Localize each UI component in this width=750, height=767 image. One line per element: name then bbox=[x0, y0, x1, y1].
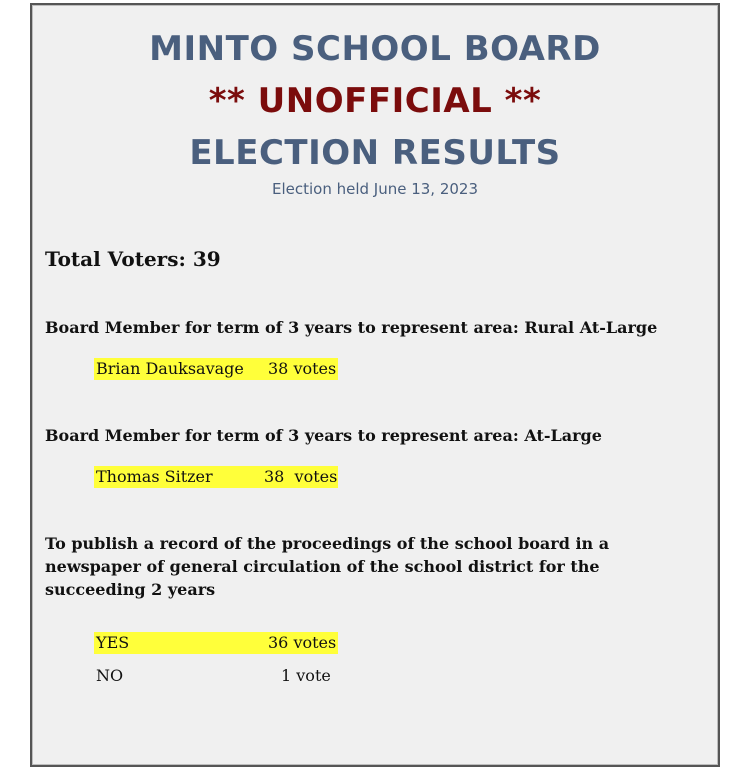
stars-right: ** bbox=[492, 81, 542, 121]
race-question: Board Member for term of 3 years to represent area: At-Large bbox=[45, 426, 602, 445]
option-label: NO bbox=[96, 666, 124, 685]
vote-count: 36 votes bbox=[268, 633, 337, 652]
race-question: To publish a record of the proceedings of the school board in a newspaper of general circulation of the school district for the succeeding 2 years bbox=[45, 534, 610, 599]
vote-count: 38 votes bbox=[268, 359, 337, 378]
unofficial-label: UNOFFICIAL bbox=[257, 81, 493, 121]
vote-count: 1 vote bbox=[281, 666, 331, 685]
title-line-3: ELECTION RESULTS bbox=[189, 133, 561, 173]
stars-left: ** bbox=[208, 81, 258, 121]
candidate-name: Thomas Sitzer bbox=[96, 467, 213, 486]
candidate-name: Brian Dauksavage bbox=[96, 359, 244, 378]
option-label: YES bbox=[96, 633, 130, 652]
election-date: Election held June 13, 2023 bbox=[271, 180, 479, 198]
total-voters: Total Voters: 39 bbox=[45, 247, 221, 271]
title-line-2 bbox=[32, 81, 718, 121]
vote-count: 38 votes bbox=[264, 467, 338, 486]
title-line-1: MINTO SCHOOL BOARD bbox=[149, 29, 601, 69]
result-row bbox=[94, 358, 338, 380]
race-question: Board Member for term of 3 years to represent area: Rural At-Large bbox=[45, 318, 658, 337]
result-row bbox=[94, 466, 338, 488]
result-row bbox=[94, 632, 338, 654]
results-document bbox=[30, 3, 720, 767]
